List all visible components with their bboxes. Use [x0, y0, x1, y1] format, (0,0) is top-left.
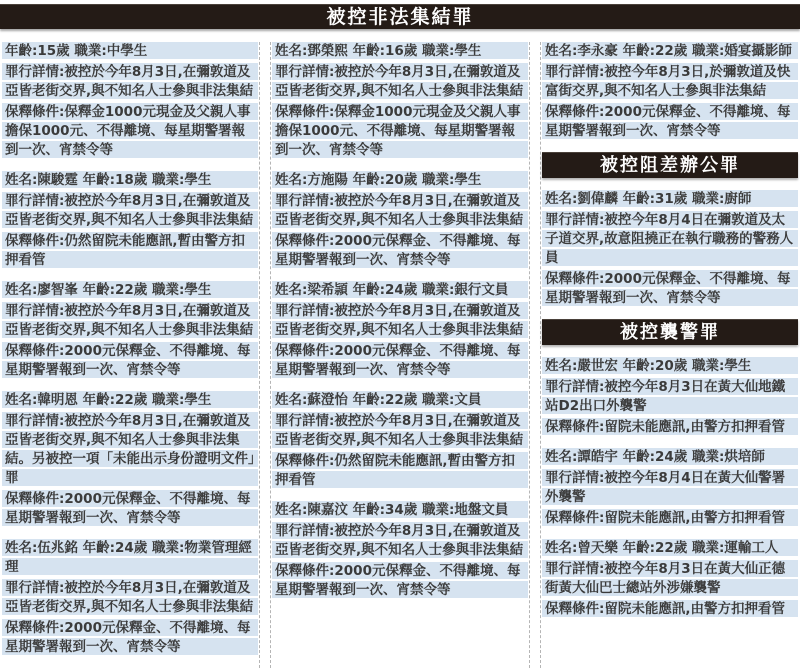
- page: [0, 4, 800, 655]
- main-section-title: 被控非法集結罪: [0, 4, 800, 29]
- case-bail-field: 保釋條件:2000元保釋金、不得離境、每星期警署報到一次、宵禁令等: [272, 232, 528, 270]
- section-header: 被控襲警罪: [542, 319, 798, 345]
- column-divider: [529, 42, 541, 668]
- case-identity-field: 姓名:曾天樂 年齡:22歲 職業:運輸工人: [542, 539, 798, 558]
- column-left: [2, 42, 258, 668]
- case-bail-field: 保釋條件:2000元保釋金、不得離境、每星期警署報到一次、宵禁令等: [542, 270, 798, 308]
- case-identity-field: 姓名:譚皓宇 年齡:24歲 職業:烘培師: [542, 448, 798, 467]
- case-bail-field: 保釋條件:留院未能應訊,由警方扣押看管: [542, 600, 798, 619]
- case-identity-field: 姓名:方施陽 年齡:20歲 職業:學生: [272, 171, 528, 190]
- columns-container: [0, 42, 800, 668]
- case-identity-field: 姓名:伍兆銘 年齡:24歲 職業:物業管理經理: [2, 539, 258, 577]
- case-bail-field: 保釋條件:2000元保釋金、不得離境、每星期警署報到一次、宵禁令等: [272, 342, 528, 380]
- case-bail-field: 保釋條件:仍然留院未能應訊,暫由警方扣押看管: [2, 232, 258, 270]
- case-identity-field: 姓名:陳嘉汶 年齡:34歲 職業:地盤文員: [272, 501, 528, 520]
- case-entry: [272, 171, 528, 270]
- case-identity-field: 姓名:韓明恩 年齡:22歲 職業:學生: [2, 391, 258, 410]
- case-offence-field: 罪行詳情:被控於今年8月3日,在彌敦道及亞皆老街交界,與不知名人士參與非法集結: [2, 302, 258, 340]
- case-identity-field: 姓名:梁希頴 年齡:24歲 職業:銀行文員: [272, 281, 528, 300]
- case-entry: [272, 391, 528, 490]
- case-bail-field: 保釋條件:留院未能應訊,由警方扣押看管: [542, 418, 798, 437]
- case-entry: [2, 171, 258, 270]
- case-identity-field: 姓名:陳駿霆 年齡:18歲 職業:學生: [2, 171, 258, 190]
- case-entry: [542, 448, 798, 528]
- case-entry: [272, 281, 528, 380]
- case-identity-field: 姓名:廖智峯 年齡:22歲 職業:學生: [2, 281, 258, 300]
- case-offence-field: 罪行詳情:被控於今年8月3日,在彌敦道及亞皆老街交界,與不知名人士參與非法集結: [2, 579, 258, 617]
- case-offence-field: 罪行詳情:被控於今年8月3日,在彌敦道及亞皆老街交界,與不知名人士參與非法集結: [272, 522, 528, 560]
- case-identity-field: 年齡:15歲 職業:中學生: [2, 42, 258, 61]
- case-bail-field: 保釋條件:2000元保釋金、不得離境、每星期警署報到一次、宵禁令等: [2, 490, 258, 528]
- case-offence-field: 罪行詳情:被控於今年8月3日,在彌敦道及亞皆老街交界,與不知名人士參與非法集結: [2, 192, 258, 230]
- case-entry: [272, 501, 528, 600]
- case-entry: [542, 42, 798, 141]
- case-bail-field: 保釋條件:保釋金1000元現金及父親人事擔保1000元、不得離境、每星期警署報到一次、宵禁令等: [272, 103, 528, 160]
- case-bail-field: 保釋條件:2000元保釋金、不得離境、每星期警署報到一次、宵禁令等: [2, 619, 258, 657]
- case-bail-field: 保釋條件:留院未能應訊,由警方扣押看管: [542, 509, 798, 528]
- case-offence-field: 罪行詳情:被控於今年8月3日,在彌敦道及亞皆老街交界,與不知名人士參與非法集結: [272, 412, 528, 450]
- case-offence-field: 罪行詳情:被控於今年8月3日,在彌敦道及亞皆老街交界,與不知名人士參與非法集結: [2, 63, 258, 101]
- case-entry: [542, 357, 798, 437]
- column-divider: [259, 42, 271, 668]
- case-bail-field: 保釋條件:仍然留院未能應訊,暫由警方扣押看管: [272, 452, 528, 490]
- case-entry: [2, 539, 258, 657]
- case-entry: [2, 42, 258, 160]
- case-entry: [272, 42, 528, 160]
- case-offence-field: 罪行詳情:被控今年8月3日在黃大仙正德街黃大仙巴士總站外涉嫌襲警: [542, 560, 798, 598]
- case-offence-field: 罪行詳情:被控於今年8月3日,在彌敦道及亞皆老街交界,與不知名人士參與非法集結: [272, 302, 528, 340]
- case-offence-field: 罪行詳情:被控今年8月4日在黃大仙警署外襲警: [542, 469, 798, 507]
- case-offence-field: 罪行詳情:被控今年8月3日在黃大仙地鐵站D2出口外襲警: [542, 378, 798, 416]
- case-identity-field: 姓名:鄧榮熙 年齡:16歲 職業:學生: [272, 42, 528, 61]
- case-offence-field: 罪行詳情:被控於今年8月3日,在彌敦道及亞皆老街交界,與不知名人士參與非法集結: [272, 192, 528, 230]
- case-bail-field: 保釋條件:2000元保釋金、不得離境、每星期警署報到一次、宵禁令等: [2, 342, 258, 380]
- case-entry: [2, 391, 258, 528]
- case-bail-field: 保釋條件:2000元保釋金、不得離境、每星期警署報到一次、宵禁令等: [272, 562, 528, 600]
- column-middle: [272, 42, 528, 668]
- case-entry: [542, 190, 798, 308]
- case-identity-field: 姓名:劉偉麟 年齡:31歲 職業:廚師: [542, 190, 798, 209]
- case-bail-field: 保釋條件:2000元保釋金、不得離境、每星期警署報到一次、宵禁令等: [542, 103, 798, 141]
- case-bail-field: 保釋條件:保釋金1000元現金及父親人事擔保1000元、不得離境、每星期警署報到一次、宵禁令等: [2, 103, 258, 160]
- case-entry: [542, 539, 798, 619]
- case-identity-field: 姓名:蘇澄怡 年齡:22歲 職業:文員: [272, 391, 528, 410]
- case-offence-field: 罪行詳情:被控於今年8月3日,在彌敦道及亞皆老街交界,與不知名人士參與非法集結: [272, 63, 528, 101]
- case-offence-field: 罪行詳情:被控今年8月3日,於彌敦道及快富街交界,與不知名人士參與非法集結: [542, 63, 798, 101]
- column-right: [542, 42, 798, 668]
- case-identity-field: 姓名:嚴世宏 年齡:20歲 職業:學生: [542, 357, 798, 376]
- case-offence-field: 罪行詳情:被控於今年8月3日,在彌敦道及亞皆老街交界,與不知名人士參與非法集結。另被控一項「未能出示身份證明文件」罪: [2, 412, 258, 488]
- case-offence-field: 罪行詳情:被控今年8月4日在彌敦道及太子道交界,故意阻撓正在執行職務的警務人員: [542, 211, 798, 268]
- case-entry: [2, 281, 258, 380]
- section-header: 被控阻差辦公罪: [542, 152, 798, 178]
- case-identity-field: 姓名:李永豪 年齡:22歲 職業:婚宴攝影師: [542, 42, 798, 61]
